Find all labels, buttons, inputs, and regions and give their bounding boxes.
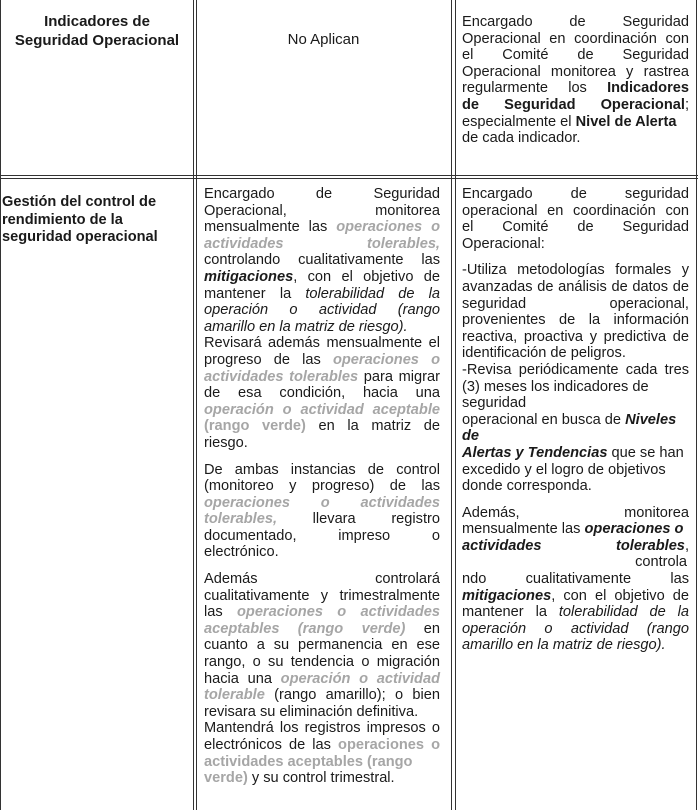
row2-col2-para3: Además controlará cualitativamente y trimestralmente las operaciones o actividades aceptables (rango verde) en cuanto a su permanencia en ese rango, o su tendencia o migración hacia una operación o actividad tolerable (rango amarillo); o bien revisara su eliminación definitiva. Mantendrá los registros impresos o electrónicos de las operaciones o actividades aceptables (rango verde) y su control trimestral. [204,571,441,787]
row2-col2-para1: Encargado de Seguridad Operacional, monitorea mensualmente las operaciones o actividades tolerables, controlando cualitativamente las mitigaciones, con el objetivo de mantener la tolerabilidad de la operación o actividad (rango amarillo en la matriz de riesgo). Revisará además mensualmente el progreso de las operaciones o actividades tolerables para migrar de esa condición, hacia una operación o actividad aceptable (rango verde) en la matriz de riesgo. [204,186,441,451]
col-border-right [696,0,697,810]
row2-col2-para2: De ambas instancias de control (monitoreo y progreso) de las operaciones o actividades tolerables, llevara registro documentado, impreso o electrónico. [204,461,440,561]
row2-label: Gestión del control de rendimiento de la seguridad operacional [2,194,158,245]
col-border-left [0,0,1,810]
row2-col2 [204,186,440,787]
row1-col2: No Aplican [287,31,360,48]
row-border-2 [0,178,698,179]
col-border-1 [193,0,194,810]
col-border-4 [455,0,456,810]
row2-col3-para1: Encargado de seguridad operacional en coordinación con el Comité de Seguridad Operacional: [462,186,689,252]
col-border-2 [196,0,197,810]
col-border-3 [451,0,452,810]
row-border-1 [0,175,698,176]
row1-label: Indicadores de Seguridad Operacional [14,13,180,49]
row2-col3-para2: -Utiliza metodologías formales y avanzadas de análisis de datos de seguridad operacional, provenientes de la información reactiva, proactiva y predictiva de identificación de peligros. -Revisa periódicamente cada tres (3) meses los indicadores de seguridad operacional en busca de Niveles de Alertas y Tendencias que se han excedido y el logro de objetivos donde corresponda. [462,262,689,495]
row1-col3: Encargado de Seguridad Operacional en coordinación con el Comité de Seguridad Operacional monitorea y rastrea regularmente los Indicadores de Seguridad Operacional; especialmente el Nivel de Alerta de cada indicador. [462,14,689,147]
row2-col3-para3: Además, monitorea mensualmente las operaciones o actividades tolerables, controla ndo cualitativamente las mitigaciones, con el objetivo de mantener la tolerabilidad de la operación o actividad (rango amarillo en la matriz de riesgo). [462,504,689,654]
row2-col3 [462,186,689,654]
